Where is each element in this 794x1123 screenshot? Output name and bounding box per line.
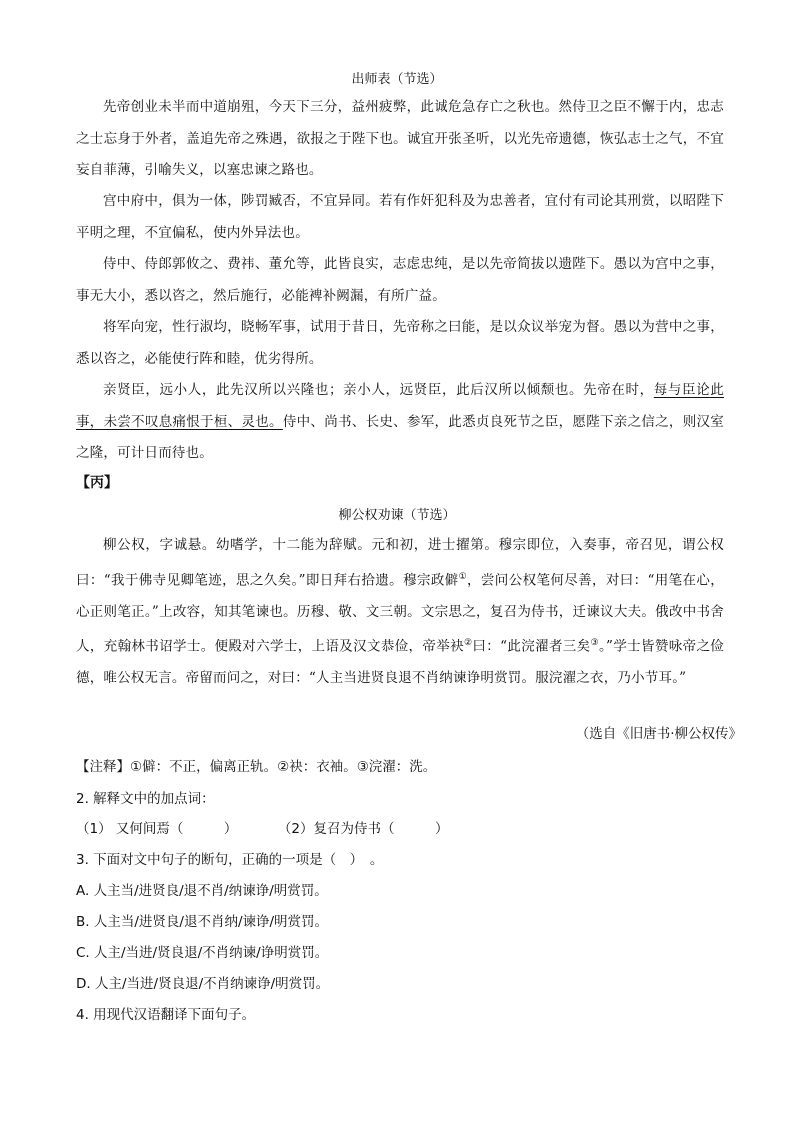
paragraph-5 — [76, 375, 724, 470]
footnote-marker-3: ③ — [590, 638, 599, 648]
passage-bing-text-3: 曰：“此浣濯者三矣 — [472, 638, 591, 655]
passage-title-liugongquan: 柳公权劝谏（节选） — [338, 508, 456, 523]
footnote-marker-2: ② — [463, 638, 473, 648]
question-3: 3. 下面对文中句子的断句，正确的一项是（ ） 。 — [76, 852, 384, 868]
paragraph-2: 宫中府中，俱为一体，陟罚臧否，不宜异同。若有作奸犯科及为忠善者，宜付有司论其刑赏，以昭陛下平明之理，不宜偏私，使内外异法也。 — [76, 193, 724, 241]
question-4: 4. 用现代汉语翻译下面句子。 — [76, 1007, 256, 1023]
footnote-marker-1: ① — [458, 571, 468, 582]
annotation-notes: 【注释】①僻：不正，偏离正轨。②袂：衣袖。③浣濯：洗。 — [76, 759, 437, 775]
passage-bing-text-2: ，尝问公权笔何尽善，对曰：“用笔在心，心正则笔正。”上改容，知其笔谏也。历穆、敬、文三朝。文宗思之，复召为侍书，迁谏议大夫。俄改中书舍人，充翰林书诏学士。便殿对六学士，上语及汉文恭俭，帝举袂 — [76, 572, 724, 655]
question-3-option-c: C. 人主/当进/贤良退/不肖纳谏/诤明赏罚。 — [76, 945, 329, 961]
question-2-items: （1） 又何间焉（ ） （2）复召为侍书（ ） — [76, 821, 449, 837]
question-3-option-b: B. 人主当/进贤良/退不肖纳/谏诤/明赏罚。 — [76, 914, 329, 930]
passage-bing-text-1: 柳公权，字诚悬。幼嗜学，十二能为辞赋。元和初，进士擢第。穆宗即位，入奏事，帝召见，谓公权曰：“我于佛寺见卿笔迹，思之久矣。”即日拜右拾遗。穆宗政僻 — [76, 537, 724, 588]
underlined-sentence: 每与臣论此事，未尝不叹息痛恨于桓、灵也。 — [76, 382, 724, 430]
section-label-bing: 【丙】 — [76, 475, 118, 491]
paragraph-1: 先帝创业未半而中道崩殂，今天下三分，益州疲弊，此诚危急存亡之秋也。然侍卫之臣不懈于内，忠志之士忘身于外者，盖追先帝之殊遇，欲报之于陛下也。诚宜开张圣听，以光先帝遗德，恢弘志士之气，不宜妄自菲薄，引喻失义，以塞忠谏之路也。 — [76, 99, 724, 178]
passage-bing-text-4: 。”学士皆赞咏帝之俭德，唯公权无言。帝留而问之，对曰：“人主当进贤良退不肖纳谏诤明赏罚。服浣濯之衣，乃小节耳。” — [76, 638, 725, 686]
question-2: 2. 解释文中的加点词： — [76, 791, 215, 807]
question-3-option-d: D. 人主/当进/贤良退/不肖纳谏诤/明赏罚。 — [76, 976, 330, 992]
paragraph-3: 侍中、侍郎郭攸之、费祎、董允等，此皆良实，志虑忠纯，是以先帝简拔以遗陛下。愚以为宫中之事，事无大小，悉以咨之，然后施行，必能裨补阙漏，有所广益。 — [76, 256, 724, 304]
question-3-option-a: A. 人主当/进贤良/退不肖/纳谏诤/明赏罚。 — [76, 883, 328, 899]
paragraph-5-text-b: 侍中、尚书、长史、参军，此悉贞良死节之臣，愿陛下亲之信之，则汉室之隆，可计日而待也。 — [76, 413, 725, 461]
source-citation: （选自《旧唐书·柳公权传》 — [575, 726, 742, 742]
paragraph-5-text-a: 亲贤臣，远小人，此先汉所以兴隆也；亲小人，远贤臣，此后汉所以倾颓也。先帝在时， — [103, 382, 654, 398]
passage-title-chushibiao: 出师表（节选） — [351, 72, 443, 87]
paragraph-4: 将军向宠，性行淑均，晓畅军事，试用于昔日，先帝称之曰能，是以众议举宠为督。愚以为营中之事，悉以咨之，必能使行阵和睦，优劣得所。 — [76, 319, 724, 367]
passage-bing-text — [76, 530, 724, 695]
